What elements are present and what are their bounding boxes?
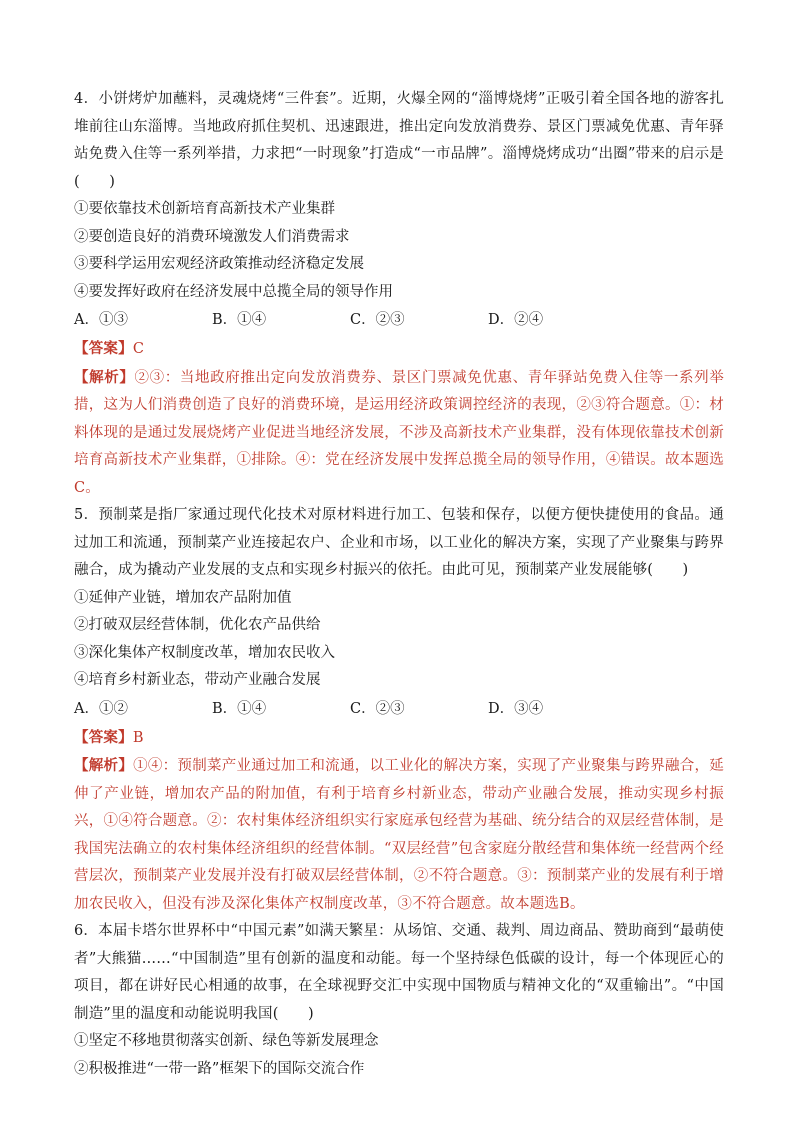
q4-choice-c: C．②③ (350, 312, 405, 328)
q4-choices (74, 306, 724, 335)
q6-option-2: ②积极推进“一带一路”框架下的国际交流合作 (74, 1060, 365, 1077)
q5-analysis-text: ①④：预制菜产业通过加工和流通，以工业化的解决方案，实现了产业聚集与跨界融合，延伸了产业链，增加农产品的附加值，有利于培育乡村新业态，带动产业融合发展，推动实现乡村振兴，①④符合题意。②：农村集体经济组织实行家庭承包经营为基础、统分结合的双层经营体制，是我国宪法确立的农村集体经济组织的经营体制。“双层经营”包含家庭分散经营和集体统一经营两个经营层次，预制菜产业发展并没有打破双层经营体制，②不符合题意。③：预制菜产业的发展有利于增加农民收入，但没有涉及深化集体产权制度改革，③不符合题意。故本题选B。 (74, 758, 724, 912)
page-content (74, 86, 724, 1083)
q4-analysis-label: 【解析】 (74, 368, 135, 386)
q6-stem: 6．本届卡塔尔世界杯中“中国元素”如满天繁星：从场馆、交通、裁判、周边商品、赞助商到“最萌使者”大熊猫……“中国制造”里有创新的温度和动能。每一个坚持绿色低碳的设计，每一个体现匠心的项目，都在讲好民心相通的故事，在全球视野交汇中实现中国物质与精神文化的“双重输出”。“中国制造”里的温度和动能说明我国( ) (74, 923, 724, 1022)
q4-option-1: ①要依靠技术创新培育高新技术产业集群 (74, 201, 335, 217)
q5-analysis-label: 【解析】 (74, 757, 134, 774)
q4-option-2: ②要创造良好的消费环境激发人们消费需求 (74, 228, 350, 245)
q4-choice-d: D．②④ (488, 312, 544, 328)
q4-choice-a: A．①③ (74, 312, 128, 328)
q5-choice-d: D．③④ (488, 700, 544, 717)
q5-answer-value: B (132, 729, 144, 746)
q4-answer (74, 335, 724, 364)
q5-choice-a: A．①② (74, 700, 128, 717)
q4-analysis (74, 364, 724, 503)
q5-stem: 5．预制菜是指厂家通过现代化技术对原材料进行加工、包装和保存，以便方便快捷使用的食品。通过加工和流通，预制菜产业连接起农户、企业和市场，以工业化的解决方案，实现了产业聚集与跨界融合，成为撬动产业发展的支点和实现乡村振兴的依托。由此可见，预制菜产业发展能够( ) (74, 507, 724, 578)
q5-choices (74, 695, 724, 724)
q5-option-4: ④培育乡村新业态，带动产业融合发展 (74, 672, 321, 688)
q4-answer-label: 【答案】 (74, 340, 133, 357)
q5-choice-b: B．①④ (212, 700, 267, 717)
q5-answer-label: 【答案】 (74, 728, 133, 746)
q5-option-2: ②打破双层经营体制，优化农产品供给 (74, 617, 321, 633)
q4-answer-value: C (132, 341, 145, 357)
q4-stem: 4．小饼烤炉加蘸料，灵魂烧烤“三件套”。近期，火爆全网的“淄博烧烤”正吸引着全国各地的游客扎堆前往山东淄博。当地政府抓住契机、迅速跟进，推出定向发放消费券、景区门票减免优惠、青年驿站免费入住等一系列举措，力求把“一时现象”打造成“一市品牌”。淄博烧烤成功“出圈”带来的启示是( ) (74, 91, 724, 190)
q5-analysis (74, 752, 724, 918)
q5-option-3: ③深化集体产权制度改革，增加农民收入 (74, 644, 335, 661)
q6-option-1: ①坚定不移地贯彻落实创新、绿色等新发展理念 (74, 1033, 379, 1049)
q4-option-3: ③要科学运用宏观经济政策推动经济稳定发展 (74, 256, 364, 272)
q4-option-4: ④要发挥好政府在经济发展中总揽全局的领导作用 (74, 283, 393, 300)
q5-choice-c: C．②③ (350, 700, 405, 717)
q5-answer (74, 724, 724, 753)
q4-analysis-text: ②③：当地政府推出定向发放消费券、景区门票减免优惠、青年驿站免费入住等一系列举措，这为人们消费创造了良好的消费环境，是运用经济政策调控经济的表现，②③符合题意。①：材料体现的是通过发展烧烤产业促进当地经济发展，不涉及高新技术产业集群，没有体现依靠技术创新培育高新技术产业集群，①排除。④：党在经济发展中发挥总揽全局的领导作用，④错误。故本题选C。 (74, 369, 724, 496)
q5-option-1: ①延伸产业链，增加农产品附加值 (74, 589, 292, 606)
q4-choice-b: B．①④ (212, 312, 267, 328)
